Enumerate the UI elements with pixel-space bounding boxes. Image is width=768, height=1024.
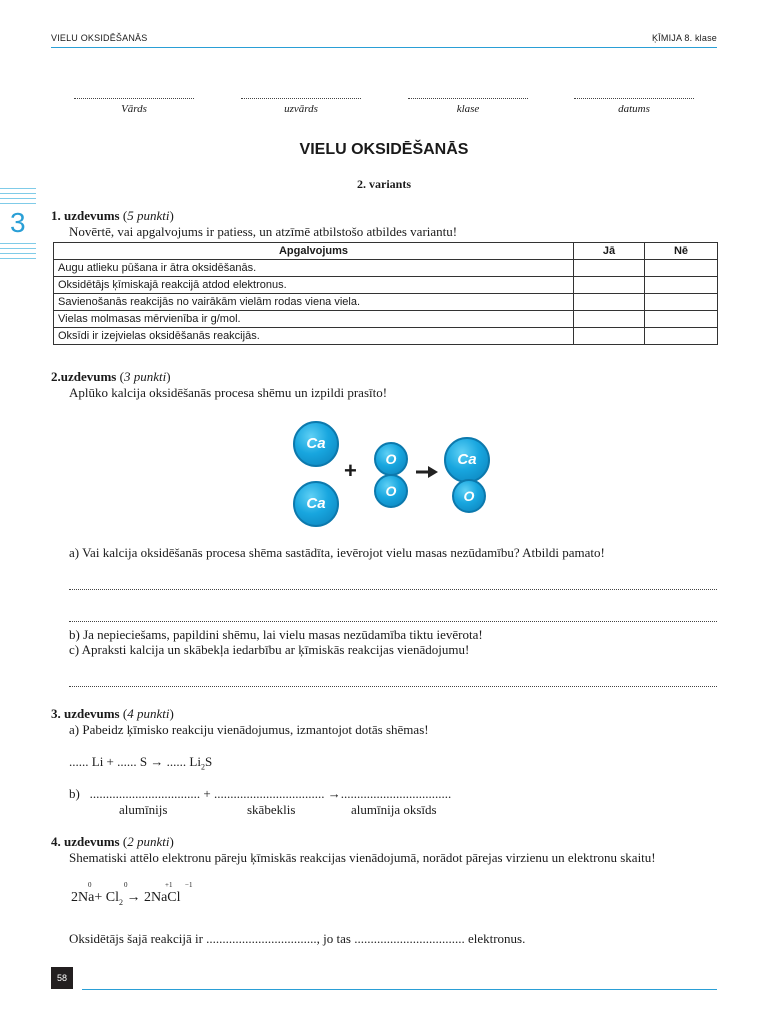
statement-cell: Savienošanās reakcijās no vairākām vielām rodas viena viela. <box>54 294 574 311</box>
arrow-icon: → <box>150 754 164 769</box>
arrow-icon: → <box>327 786 341 801</box>
ox-state-cl1: −1 <box>185 881 193 889</box>
task4-instruction: Shematiski attēlo elektronu pāreju ķīmiskās reakcijas vienādojumā, norādot pārejas virzienu un elektronu skaitu! <box>69 850 656 865</box>
yes-cell[interactable] <box>574 311 645 328</box>
table-row <box>54 260 718 277</box>
table-header-row <box>54 243 718 260</box>
no-cell[interactable] <box>645 277 718 294</box>
yes-cell[interactable] <box>574 294 645 311</box>
equation-b-label: b) <box>69 786 80 801</box>
task2-title: 2.uzdevums <box>51 369 117 384</box>
field-line-vards[interactable] <box>74 97 194 99</box>
task2-question-c: c) Apraksti kalcija un skābekļa iedarbību ar ķīmiskās reakcijas vienādojumu! <box>69 642 470 657</box>
product-oxygen-atom: O <box>452 479 486 513</box>
table-row <box>54 294 718 311</box>
arrow-icon: → <box>126 890 141 905</box>
col-header-statement: Apgalvojums <box>54 243 574 260</box>
element-na: Na <box>78 890 95 905</box>
reaction-arrow-icon <box>414 464 440 480</box>
task2-question-b: b) Ja nepieciešams, papildini shēmu, lai vielu masas nezūdamība tiktu ievērota! <box>69 627 483 642</box>
answer-line[interactable] <box>69 620 717 622</box>
subscript-cl: 2 <box>118 897 123 907</box>
yes-cell[interactable] <box>574 328 645 345</box>
variant-label: 2. variants <box>357 177 411 191</box>
calcium-atom-1: Ca <box>293 421 339 467</box>
product-na: Na <box>150 890 168 905</box>
header-rule <box>51 47 717 48</box>
product-cl: Cl <box>167 890 181 905</box>
oxygen-atom-1: O <box>374 442 408 476</box>
statement-cell: Vielas molmasas mērvienība ir g/mol. <box>54 311 574 328</box>
task1-points: 5 punkti <box>127 208 170 223</box>
equation-a-subscript: 2 <box>200 762 205 772</box>
element-cl: Cl <box>105 890 119 905</box>
running-header-left: VIELU OKSIDĒŠANĀS <box>51 33 148 43</box>
running-header-right: ĶĪMIJA 8. klase <box>651 33 717 43</box>
task2-points: 3 punkti <box>123 369 167 384</box>
product-calcium-atom: Ca <box>444 437 490 483</box>
equation-a-left: ...... Li + ...... S <box>69 754 148 769</box>
blank-aluminium-oxide[interactable]: .................................. <box>340 786 452 801</box>
equation-a <box>69 754 212 772</box>
task4-heading: 4. uzdevums (2 punkti) <box>51 834 174 849</box>
oxidizer-sentence: Oksidētājs šajā reakcijā ir .................................., jo tas .................................. elektronus. <box>69 931 526 946</box>
task4-title: 4. uzdevums <box>51 834 120 849</box>
no-cell[interactable] <box>645 311 718 328</box>
coefficient-na: 2 <box>71 890 78 905</box>
page-number: 58 <box>51 967 73 989</box>
task1-instruction: Novērtē, vai apgalvojums ir patiess, un atzīmē atbilstošo atbildes variantu! <box>69 224 458 239</box>
yes-cell[interactable] <box>574 260 645 277</box>
col-header-no: Nē <box>645 243 718 260</box>
label-oxygen: skābeklis <box>247 802 296 817</box>
coefficient-nacl: 2 <box>143 890 151 905</box>
ox-state-cl0: 0 <box>124 881 128 889</box>
answer-line[interactable] <box>69 588 717 590</box>
table-row <box>54 277 718 294</box>
task3-points: 4 punkti <box>127 706 170 721</box>
table-row <box>54 328 718 345</box>
field-line-uzvards[interactable] <box>241 97 361 99</box>
no-cell[interactable] <box>645 328 718 345</box>
statement-cell: Oksīdi ir izejvielas oksidēšanās reakcijās. <box>54 328 574 345</box>
field-label-vards: Vārds <box>121 103 147 115</box>
answer-line[interactable] <box>69 685 717 687</box>
ox-state-na1: +1 <box>165 881 173 889</box>
field-line-datums[interactable] <box>574 97 694 99</box>
label-aluminium: alumīnijs <box>119 802 168 817</box>
footer-rule <box>82 989 717 990</box>
equation-a-product: ...... Li <box>166 754 201 769</box>
task1-heading: 1. uzdevums (5 punkti) <box>51 208 174 223</box>
field-line-klase[interactable] <box>408 97 528 99</box>
statement-cell: Oksidētājs ķīmiskajā reakcijā atdod elektronus. <box>54 277 574 294</box>
task1-title: 1. uzdevums <box>51 208 120 223</box>
equation-b-plus: + <box>203 786 211 801</box>
task3-title: 3. uzdevums <box>51 706 120 721</box>
ox-state-na0: 0 <box>88 881 92 889</box>
task3-question-a: a) Pabeidz ķīmisko reakciju vienādojumus, izmantojot dotās shēmas! <box>69 722 429 737</box>
equation-a-product-s: S <box>204 754 213 769</box>
task2-instruction: Aplūko kalcija oksidēšanās procesa shēmu un izpildi prasīto! <box>69 385 388 400</box>
equation-plus: + <box>94 890 103 905</box>
task3-heading: 3. uzdevums (4 punkti) <box>51 706 174 721</box>
chapter-tab-number: 3 <box>0 207 36 239</box>
field-label-uzvards: uzvārds <box>284 103 318 115</box>
blank-oxygen[interactable]: .................................. <box>213 786 325 801</box>
task2-question-a: a) Vai kalcija oksidēšanās procesa shēma sastādīta, ievērojot vielu masas nezūdamību? Atbildi pamato! <box>69 545 605 560</box>
equation-b <box>69 786 451 802</box>
task2-heading: 2.uzdevums (3 punkti) <box>51 369 171 384</box>
calcium-atom-2: Ca <box>293 481 339 527</box>
plus-sign: + <box>344 458 357 483</box>
oxygen-atom-2: O <box>374 474 408 508</box>
no-cell[interactable] <box>645 260 718 277</box>
table-row <box>54 311 718 328</box>
yes-cell[interactable] <box>574 277 645 294</box>
no-cell[interactable] <box>645 294 718 311</box>
redox-equation <box>71 881 271 915</box>
col-header-yes: Jā <box>574 243 645 260</box>
statements-table <box>53 242 718 345</box>
field-label-datums: datums <box>618 103 650 115</box>
field-label-klase: klase <box>456 103 480 115</box>
task4-points: 2 punkti <box>127 834 170 849</box>
page-title: VIELU OKSIDĒŠANĀS <box>299 141 469 158</box>
label-aluminium-oxide: alumīnija oksīds <box>351 802 437 817</box>
statement-cell: Augu atlieku pūšana ir ātra oksidēšanās. <box>54 260 574 277</box>
blank-aluminium[interactable]: .................................. <box>89 786 201 801</box>
